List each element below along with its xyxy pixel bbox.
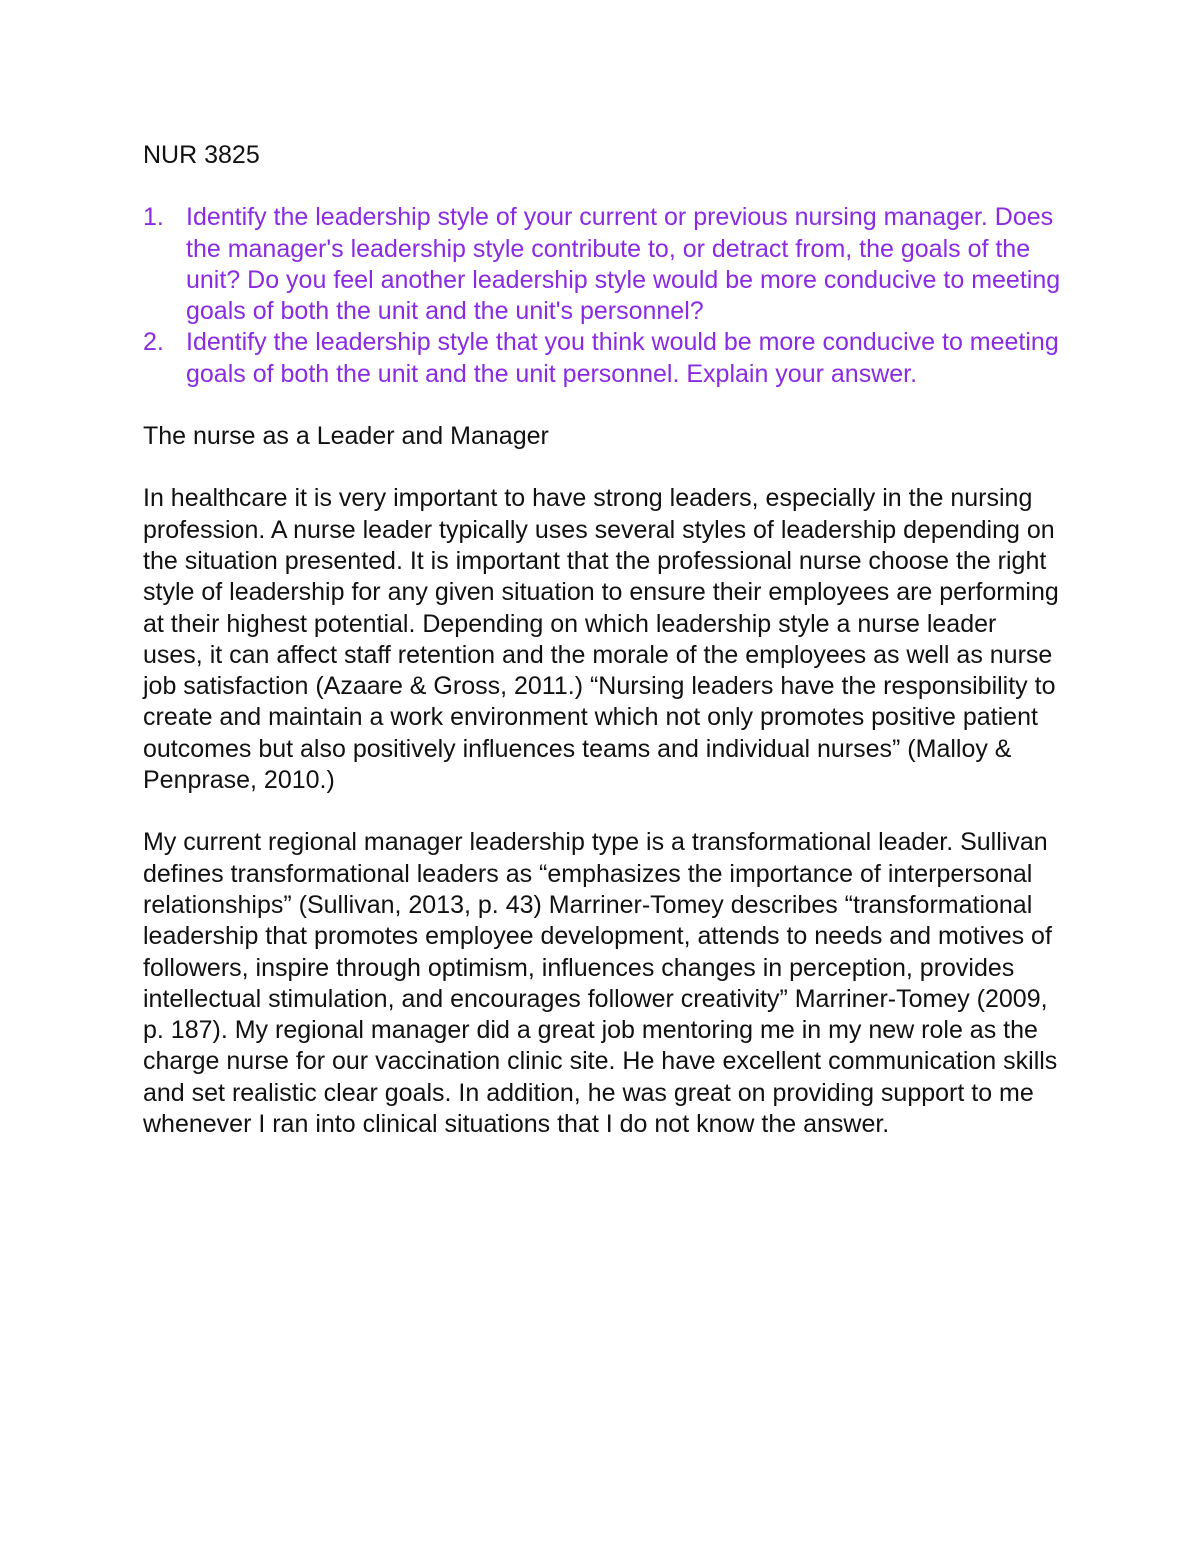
- question-list: [143, 202, 1063, 390]
- course-code: NUR 3825: [143, 141, 260, 169]
- question-item: [143, 327, 1063, 390]
- question-text: Identify the leadership style of your current or previous nursing manager. Does the manager's leadership style contribute to, or detract from, the goals of the unit? Do you feel another leadership style would be more conducive to meeting goals of both the unit and the unit's personnel?: [186, 203, 1061, 326]
- question-number: 2.: [143, 328, 164, 357]
- essay-title: The nurse as a Leader and Manager: [143, 422, 549, 451]
- document-page: [143, 140, 1063, 1171]
- body-paragraph: My current regional manager leadership type is a transformational leader. Sullivan defines transformational leaders as “emphasizes the importance of interpersonal relationships” (Sullivan, 2013, p. 43) Marriner-Tomey describes “transformational leadership that promotes employee development, attends to needs and motives of followers, inspire through optimism, influences changes in perception, provides intellectual stimulation, and encourages follower creativity” Marriner-Tomey (2009, p. 187). My regional manager did a great job mentoring me in my new role as the charge nurse for our vaccination clinic site. He have excellent communication skills and set realistic clear goals. In addition, he was great on providing support to me whenever I ran into clinical situations that I do not know the answer.: [143, 828, 1058, 1139]
- body-paragraph: In healthcare it is very important to have strong leaders, especially in the nursing profession. A nurse leader typically uses several styles of leadership depending on the situation presented. It is important that the professional nurse choose the right style of leadership for any given situation to ensure their employees are performing at their highest potential. Depending on which leadership style a nurse leader uses, it can affect staff retention and the morale of the employees as well as nurse job satisfaction (Azaare & Gross, 2011.) “Nursing leaders have the responsibility to create and maintain a work environment which not only promotes positive patient outcomes but also positively influences teams and individual nurses” (Malloy & Penprase, 2010.): [143, 484, 1059, 795]
- question-text: Identify the leadership style that you think would be more conducive to meeting goals of both the unit and the unit personnel. Explain your answer.: [186, 328, 1059, 388]
- question-item: [143, 202, 1063, 327]
- question-number: 1.: [143, 203, 164, 232]
